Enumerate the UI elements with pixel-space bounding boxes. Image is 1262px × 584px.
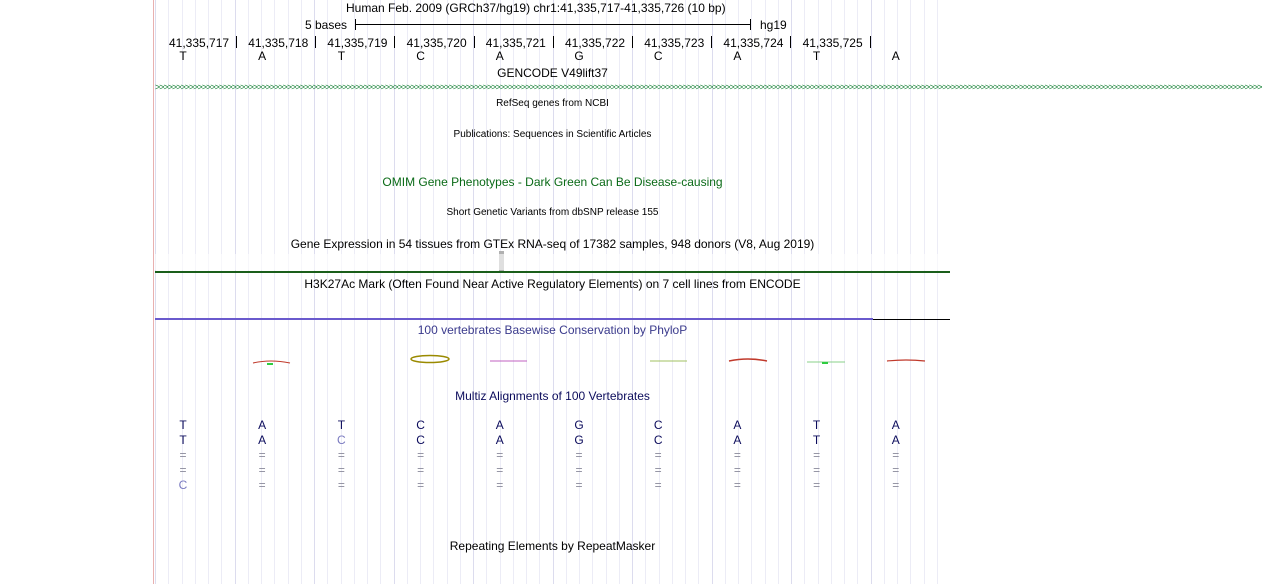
track-label-column[interactable]: [0, 0, 153, 584]
scale-bar-text: 5 bases: [305, 18, 348, 32]
ruler-tick: [790, 36, 791, 48]
h3k27ac-signal-line: [155, 318, 873, 320]
ruler-base: C: [653, 49, 663, 63]
ruler-position-label: 41,335,721: [485, 36, 546, 50]
ruler-base: A: [891, 49, 900, 63]
ruler-base: T: [337, 49, 346, 63]
multiz-track-title: Multiz Alignments of 100 Vertebrates: [455, 389, 650, 403]
alignment-base: A: [495, 418, 504, 432]
scale-bar: [355, 24, 750, 25]
alignment-base: C: [653, 433, 663, 447]
h3k27ac-signal-line-end: [873, 319, 950, 320]
ruler-tick: [474, 36, 475, 48]
repeatmasker-track-title: Repeating Elements by RepeatMasker: [449, 539, 656, 553]
alignment-base: =: [654, 448, 662, 462]
label-divider: [153, 0, 154, 584]
alignment-base: A: [733, 433, 742, 447]
alignment-base: C: [653, 418, 663, 432]
alignment-base: =: [258, 463, 266, 477]
scale-bar-left-cap: [355, 19, 356, 30]
alignment-base: =: [258, 478, 266, 492]
alignment-base: =: [417, 463, 425, 477]
alignment-base: =: [813, 463, 821, 477]
alignment-base: =: [733, 463, 741, 477]
alignment-base: C: [416, 433, 425, 447]
alignment-base: =: [417, 448, 425, 462]
alignment-base: =: [258, 448, 266, 462]
alignment-base: =: [733, 448, 741, 462]
ruler-tick: [632, 36, 633, 48]
ruler-base: C: [416, 49, 425, 63]
alignment-base: =: [337, 448, 345, 462]
alignment-base: A: [891, 418, 900, 432]
alignment-base: A: [733, 418, 742, 432]
gtex-band: [155, 254, 950, 270]
ruler-position-label: 41,335,723: [644, 36, 705, 50]
ruler-position-label: 41,335,719: [327, 36, 388, 50]
gtex-track-title: Gene Expression in 54 tissues from GTEx RNA-seq of 17382 samples, 948 donors (V8, Aug 2019): [290, 237, 815, 251]
alignment-base: T: [812, 433, 821, 447]
alignment-base: =: [496, 478, 504, 492]
alignment-base: C: [337, 433, 346, 447]
alignment-base: =: [337, 463, 345, 477]
alignment-base: =: [496, 448, 504, 462]
alignment-base: G: [574, 418, 584, 432]
alignment-base: =: [733, 478, 741, 492]
alignment-base: =: [496, 463, 504, 477]
scale-db-text: hg19: [760, 18, 787, 32]
ruler-base: A: [258, 49, 267, 63]
alignment-base: =: [575, 463, 583, 477]
ruler-base: A: [733, 49, 742, 63]
alignment-base: =: [892, 448, 900, 462]
omim-track-title: OMIM Gene Phenotypes - Dark Green Can Be Disease-causing: [382, 175, 723, 189]
alignment-base: =: [575, 478, 583, 492]
ruler-position-label: 41,335,724: [723, 36, 784, 50]
ruler-tick: [315, 36, 316, 48]
refseq-track-title: RefSeq genes from NCBI: [496, 98, 609, 109]
alignment-base: =: [654, 478, 662, 492]
ruler-position-label: 41,335,725: [802, 36, 863, 50]
conservation-track-title: 100 vertebrates Basewise Conservation by PhyloP: [417, 323, 688, 337]
alignment-base: A: [258, 433, 267, 447]
alignment-base: T: [179, 418, 187, 432]
alignment-base: T: [337, 418, 346, 432]
alignment-base: G: [574, 433, 584, 447]
publications-track-title: Publications: Sequences in Scientific Articles: [453, 129, 652, 140]
alignment-base: T: [812, 418, 821, 432]
alignment-base: =: [813, 478, 821, 492]
gtex-baseline: [155, 271, 950, 273]
conservation-signal: [155, 350, 950, 370]
gencode-gene-feature[interactable]: >>>>>>>>>>>>>>>>>>>>>>>>>>>>>>>>>>>>>>>>>>>>>>>>>>>>>>>>>>>>>>>>>>>>>>>>>>>>>>>>>>>>>>>>>>>>>>>>>>>>>>>>>>>>>>>>>>>>>>>>>>>>>>>>>>>>>>>>>>>>>>>>>>>>>>>>>>>>>>>>>>>>>>>>>>>>>>>>>>>>>>>>>>>>>>>>>>>>>>>>>>>>>>>>>>>>>>>>>>>>>>>>>>>>>>>>>>>>>>>>>>>>>>>>>>>>>>>>>>>>: [155, 82, 1262, 92]
alignment-base: =: [179, 463, 187, 477]
assembly-position-text: Human Feb. 2009 (GRCh37/hg19) chr1:41,335,717-41,335,726 (10 bp): [346, 1, 726, 15]
alignment-base: =: [337, 478, 345, 492]
ruler-position-label: 41,335,722: [565, 36, 626, 50]
alignment-base: C: [178, 478, 188, 492]
scale-bar-right-cap: [750, 19, 751, 30]
ruler-tick: [553, 36, 554, 48]
ruler-base: T: [179, 49, 187, 63]
gencode-track-title: GENCODE V49lift37: [497, 66, 608, 80]
alignment-base: =: [654, 463, 662, 477]
alignment-base: =: [417, 478, 425, 492]
h3k27ac-track-title: H3K27Ac Mark (Often Found Near Active Regulatory Elements) on 7 cell lines from ENCODE: [304, 277, 801, 291]
alignment-base: =: [813, 448, 821, 462]
ruler-base: A: [495, 49, 504, 63]
ruler-base: T: [812, 49, 821, 63]
alignment-base: =: [892, 478, 900, 492]
alignment-base: =: [575, 448, 583, 462]
alignment-base: =: [179, 448, 187, 462]
ruler-tick: [394, 36, 395, 48]
dbsnp-track-title: Short Genetic Variants from dbSNP release 155: [446, 207, 659, 218]
ruler-position-label: 41,335,717: [169, 36, 230, 50]
alignment-base: A: [495, 433, 504, 447]
alignment-base: C: [416, 418, 425, 432]
ruler-tick: [711, 36, 712, 48]
alignment-base: =: [892, 463, 900, 477]
alignment-base: T: [179, 433, 187, 447]
alignment-base: A: [258, 418, 267, 432]
ruler-position-label: 41,335,720: [406, 36, 467, 50]
alignment-base: A: [891, 433, 900, 447]
ruler-position-label: 41,335,718: [248, 36, 309, 50]
ruler-tick: [236, 36, 237, 48]
ruler-tick: [870, 36, 871, 48]
ruler-base: G: [574, 49, 584, 63]
